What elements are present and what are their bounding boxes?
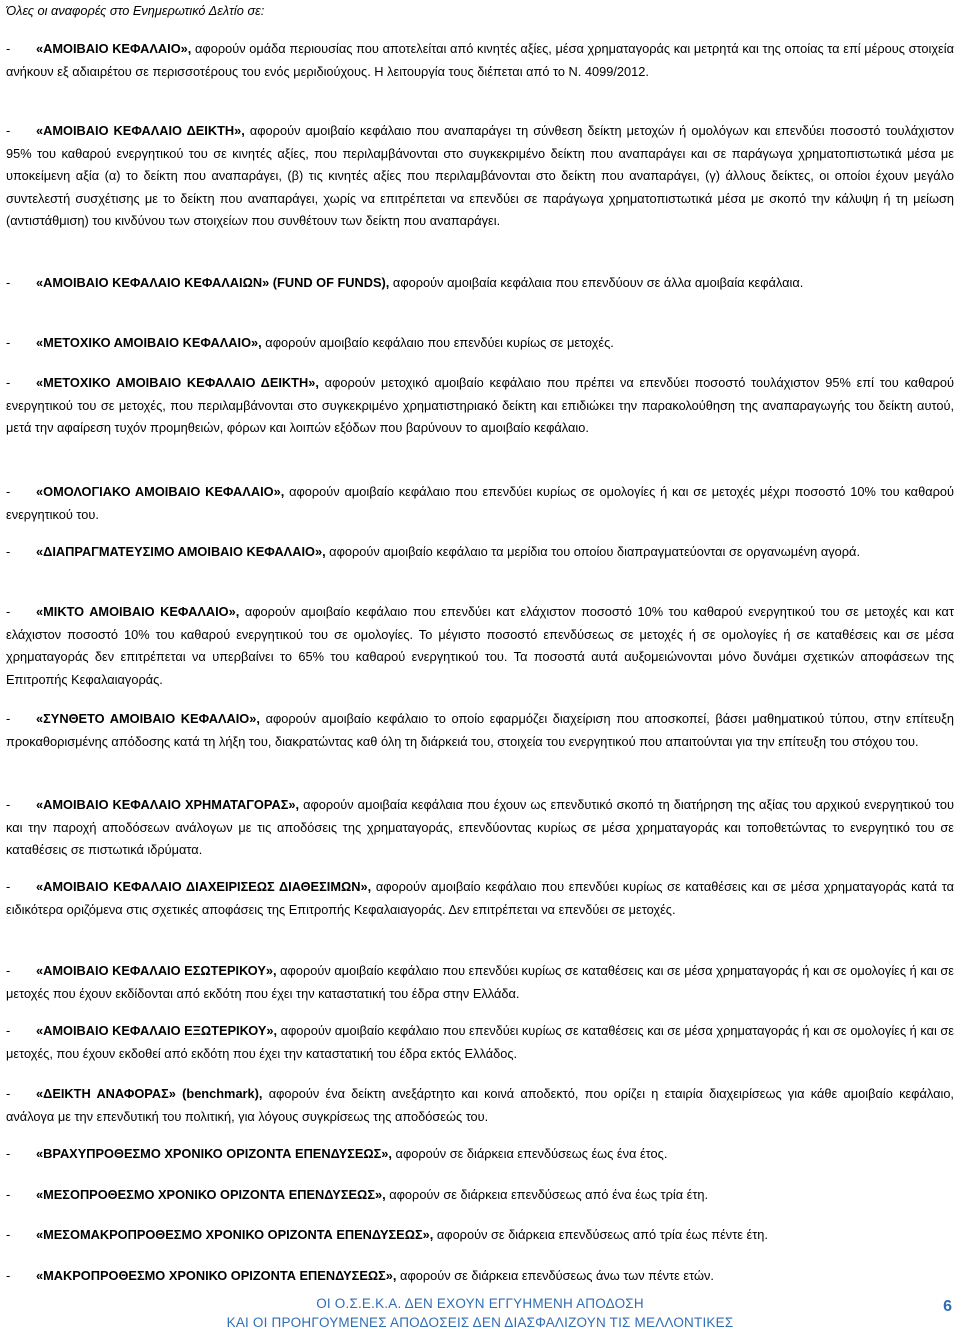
- bullet-dash: -: [6, 1187, 11, 1202]
- page-number: 6: [943, 1298, 952, 1315]
- definition-text: αφορούν αμοιβαίο κεφάλαιο που επενδύει κυρίως σε καταθέσεις και σε μέσα χρηματαγοράς ή και σε ομολογίες ή και σε μετοχές, που έχουν εκδοθεί από εκδότη που έχει την καταστατική του έδρα εκτός Ελλάδος.: [6, 1023, 954, 1061]
- bullet-dash: -: [6, 1023, 11, 1038]
- definition-item: [6, 1083, 954, 1128]
- definition-term: «ΣΥΝΘΕΤΟ ΑΜΟΙΒΑΙΟ ΚΕΦΑΛΑΙΟ»,: [36, 711, 260, 726]
- bullet-dash: -: [6, 275, 11, 290]
- definition-item: [6, 481, 954, 526]
- bullet-dash: -: [6, 1227, 11, 1242]
- definition-text: αφορούν σε διάρκεια επενδύσεως έως ένα έτος.: [391, 1146, 668, 1161]
- definition-item: [6, 272, 954, 295]
- definition-item: [6, 1184, 954, 1207]
- definition-term: «ΑΜΟΙΒΑΙΟ ΚΕΦΑΛΑΙΟ ΕΣΩΤΕΡΙΚΟΥ»,: [36, 963, 277, 978]
- definition-term: «ΑΜΟΙΒΑΙΟ ΚΕΦΑΛΑΙΟ ΚΕΦΑΛΑΙΩΝ» (FUND OF FUNDS),: [36, 275, 390, 290]
- definition-text: αφορούν αμοιβαίο κεφάλαιο που επενδύει κυρίως σε μετοχές.: [261, 335, 614, 350]
- definition-item: [6, 794, 954, 862]
- definition-item: [6, 876, 954, 921]
- definition-text: αφορούν μετοχικό αμοιβαίο κεφάλαιο που πρέπει να επενδύει ποσοστό τουλάχιστον 95% επί του καθαρού ενεργητικού του σε μετοχές, που περιλαμβάνονται στο συγκεκριμένο χρηματιστηριακό δείκτη και επιδιώκει την παρακολούθηση της αναπαραγωγής του δείκτη αυτού, μετά την αφαίρεση τυχόν προμηθειών, φόρων και λοιπών εξόδων που βαρύνουν το αμοιβαίο κεφάλαιο.: [6, 375, 954, 436]
- definition-text: αφορούν ομάδα περιουσίας που αποτελείται από κινητές αξίες, μέσα χρηματαγοράς και μετρητά και της οποίας τα επί μέρους στοιχεία ανήκουν εξ αδιαιρέτου σε περισσοτέρους του ενός μεριδιούχους. Η λειτουργία τους διέπεται από το Ν. 4099/2012.: [6, 41, 955, 79]
- definition-item: [6, 960, 954, 1005]
- bullet-dash: -: [6, 375, 11, 390]
- definition-text: αφορούν αμοιβαίο κεφάλαιο που αναπαράγει τη σύνθεση δείκτη μετοχών ή ομολόγων και επενδύει ποσοστό τουλάχιστον 95% του καθαρού ενεργητικού του σε κινητές αξίες, που περιλαμβάνονται στο συγκεκριμένο δείκτη που αναπαράγει και σε παράγωγα χρηματοπιστωτικά μέσα με υποκείμενη αξία (α) το δείκτη που αναπαράγει, (β) τις κινητές αξίες που περιλαμβάνονται στο δείκτη που αναπαράγει, (γ) άλλους δείκτες, οι οποίοι έχουν μεγάλο συντελεστή συσχέτισης με το δείκτη που αναπαράγει, χωρίς να επιτρέπεται να επενδύει σε παράγωγα χρηματοπιστωτικά μέσα με σκοπό την κάλυψη ή τη μείωση (αντιστάθμιση) του κινδύνου των στοιχείων που συνθέτουν των δείκτη που αναπαράγει.: [6, 123, 954, 229]
- definition-item: [6, 708, 954, 753]
- definition-term: «ΑΜΟΙΒΑΙΟ ΚΕΦΑΛΑΙΟ ΔΕΙΚΤΗ»,: [36, 123, 245, 138]
- definition-text: αφορούν σε διάρκεια επενδύσεως από ένα έως τρία έτη.: [385, 1187, 709, 1202]
- bullet-dash: -: [6, 963, 11, 978]
- definition-term: «ΟΜΟΛΟΓΙΑΚΟ ΑΜΟΙΒΑΙΟ ΚΕΦΑΛΑΙΟ»,: [36, 484, 285, 499]
- bullet-dash: -: [6, 41, 11, 56]
- definition-item: [6, 541, 954, 564]
- definition-text: αφορούν αμοιβαία κεφάλαια που έχουν ως επενδυτικό σκοπό τη διατήρηση της αξίας του αρχικού ενεργητικού του και την παροχή αποδόσεων ανάλογων με τις αποδόσεις της χρηματαγοράς, επενδύοντας κυρίως σε μέσα χρηματαγοράς και τοποθετώντας το ενεργητικό του σε καταθέσεις σε πιστωτικά ιδρύματα.: [6, 797, 954, 858]
- page-footer: [6, 1294, 954, 1332]
- bullet-dash: -: [6, 484, 11, 499]
- definition-term: «ΑΜΟΙΒΑΙΟ ΚΕΦΑΛΑΙΟ»,: [36, 41, 192, 56]
- bullet-dash: -: [6, 335, 11, 350]
- bullet-dash: -: [6, 1146, 11, 1161]
- definition-text: αφορούν σε διάρκεια επενδύσεως άνω των πέντε ετών.: [396, 1268, 714, 1283]
- bullet-dash: -: [6, 604, 11, 619]
- definition-term: «ΑΜΟΙΒΑΙΟ ΚΕΦΑΛΑΙΟ ΧΡΗΜΑΤΑΓΟΡΑΣ»,: [36, 797, 300, 812]
- bullet-dash: -: [6, 879, 11, 894]
- bullet-dash: -: [6, 797, 11, 812]
- definition-text: αφορούν ένα δείκτη ανεξάρτητο και κοινά αποδεκτό, που ορίζει η εταιρία διαχειρίσεως για κάθε αμοιβαίο κεφάλαιο, ανάλογα με την επενδυτική του πολιτική, για λόγους συγκρίσεως της αποδόσεώς του.: [6, 1086, 954, 1124]
- definition-text: αφορούν αμοιβαίο κεφάλαιο που επενδύει κυρίως σε καταθέσεις και σε μέσα χρηματαγοράς ή και σε ομολογίες ή και σε μετοχές που έχουν εκδίδονται από εκδότη που έχει την καταστατική του έδρα στην Ελλάδα.: [6, 963, 954, 1001]
- definition-text: αφορούν αμοιβαίο κεφάλαιο τα μερίδια του οποίου διαπραγματεύονται σε οργανωμένη αγορά.: [325, 544, 860, 559]
- bullet-dash: -: [6, 711, 11, 726]
- definition-term: «ΔΙΑΠΡΑΓΜΑΤΕΥΣΙΜΟ ΑΜΟΙΒΑΙΟ ΚΕΦΑΛΑΙΟ»,: [36, 544, 326, 559]
- definition-term: «ΜΕΤΟΧΙΚΟ ΑΜΟΙΒΑΙΟ ΚΕΦΑΛΑΙΟ ΔΕΙΚΤΗ»,: [36, 375, 319, 390]
- definition-term: «ΑΜΟΙΒΑΙΟ ΚΕΦΑΛΑΙΟ ΔΙΑΧΕΙΡΙΣΕΩΣ ΔΙΑΘΕΣΙΜΩΝ»,: [36, 879, 372, 894]
- definition-item: [6, 120, 954, 233]
- bullet-dash: -: [6, 544, 11, 559]
- footer-disclaimer-line-2: ΚΑΙ ΟΙ ΠΡΟΗΓΟΥΜΕΝΕΣ ΑΠΟΔΟΣΕΙΣ ΔΕΝ ΔΙΑΣΦΑΛΙΖΟΥΝ ΤΙΣ ΜΕΛΛΟΝΤΙΚΕΣ: [226, 1315, 734, 1330]
- definition-term: «ΒΡΑΧΥΠΡΟΘΕΣΜΟ ΧΡΟΝΙΚΟ ΟΡΙΖΟΝΤΑ ΕΠΕΝΔΥΣΕΩΣ»,: [36, 1146, 392, 1161]
- definition-term: «ΑΜΟΙΒΑΙΟ ΚΕΦΑΛΑΙΟ ΕΞΩΤΕΡΙΚΟΥ»,: [36, 1023, 278, 1038]
- definition-item: [6, 372, 954, 440]
- definition-item: [6, 38, 954, 83]
- definition-term: «ΜΕΤΟΧΙΚΟ ΑΜΟΙΒΑΙΟ ΚΕΦΑΛΑΙΟ»,: [36, 335, 262, 350]
- definition-item: [6, 1224, 954, 1247]
- bullet-dash: -: [6, 1086, 11, 1101]
- definition-item: [6, 1265, 954, 1288]
- definition-term: «ΜΙΚΤΟ ΑΜΟΙΒΑΙΟ ΚΕΦΑΛΑΙΟ»,: [36, 604, 240, 619]
- definition-text: αφορούν αμοιβαίο κεφάλαιο που επενδύει κατ ελάχιστον ποσοστό 10% του καθαρού ενεργητικού του σε μετοχές και κατ ελάχιστον ποσοστό 10% του καθαρού ενεργητικού του σε ομολογίες. Το μέγιστο ποσοστό επενδύσεως σε μετοχές ή σε ομολογίες ή σε καταθέσεις και σε μέσα χρηματαγοράς δεν επιτρέπεται να υπερβαίνει το 65% του καθαρού ενεργητικού του. Τα ποσοστά αυτά αυξομειώνονται μόνο δυνάμει σχετικών αποφάσεων της Επιτροπής Κεφαλαιαγοράς.: [6, 604, 954, 687]
- definition-item: [6, 1143, 954, 1166]
- definition-item: [6, 332, 954, 355]
- definition-text: αφορούν αμοιβαία κεφάλαια που επενδύουν σε άλλα αμοιβαία κεφάλαια.: [389, 275, 804, 290]
- footer-disclaimer-line-1: ΟΙ Ο.Σ.Ε.Κ.Α. ΔΕΝ ΕΧΟΥΝ ΕΓΓΥΗΜΕΝΗ ΑΠΟΔΟΣΗ: [316, 1296, 644, 1311]
- definition-text: αφορούν αμοιβαίο κεφάλαιο που επενδύει κυρίως σε καταθέσεις και σε μέσα χρηματαγοράς κατά τα ειδικότερα οριζόμενα στις σχετικές αποφάσεις της Επιτροπής Κεφαλαιαγοράς. Δεν επιτρέπεται να επενδύει σε μετοχές.: [6, 879, 954, 917]
- definition-term: «ΜΑΚΡΟΠΡΟΘΕΣΜΟ ΧΡΟΝΙΚΟ ΟΡΙΖΟΝΤΑ ΕΠΕΝΔΥΣΕΩΣ»,: [36, 1268, 397, 1283]
- bullet-dash: -: [6, 123, 11, 138]
- definition-item: [6, 601, 954, 691]
- intro-line: Όλες οι αναφορές στο Ενημερωτικό Δελτίο σε:: [6, 3, 265, 18]
- definition-text: αφορούν αμοιβαίο κεφάλαιο που επενδύει κυρίως σε ομολογίες ή και σε μετοχές μέχρι ποσοστό 10% του καθαρού ενεργητικού του.: [6, 484, 954, 522]
- definition-text: αφορούν σε διάρκεια επενδύσεως από τρία έως πέντε έτη.: [433, 1227, 768, 1242]
- bullet-dash: -: [6, 1268, 11, 1283]
- definition-term: «ΜΕΣΟΜΑΚΡΟΠΡΟΘΕΣΜΟ ΧΡΟΝΙΚΟ ΟΡΙΖΟΝΤΑ ΕΠΕΝΔΥΣΕΩΣ»,: [36, 1227, 434, 1242]
- definition-term: «ΔΕΙΚΤΗ ΑΝΑΦΟΡΑΣ» (benchmark),: [36, 1086, 263, 1101]
- definition-term: «ΜΕΣΟΠΡΟΘΕΣΜΟ ΧΡΟΝΙΚΟ ΟΡΙΖΟΝΤΑ ΕΠΕΝΔΥΣΕΩΣ»,: [36, 1187, 386, 1202]
- definition-item: [6, 1020, 954, 1065]
- definition-text: αφορούν αμοιβαίο κεφάλαιο το οποίο εφαρμόζει διαχείριση που αποσκοπεί, βάσει μαθηματικού τύπου, στην επίτευξη προκαθορισμένης απόδοσης κατά τη λήξη του, διακρατώντας καθ όλη τη διάρκειά του, στοιχεία του ενεργητικού που απαιτούνται για την επίτευξη του στόχου του.: [6, 711, 954, 749]
